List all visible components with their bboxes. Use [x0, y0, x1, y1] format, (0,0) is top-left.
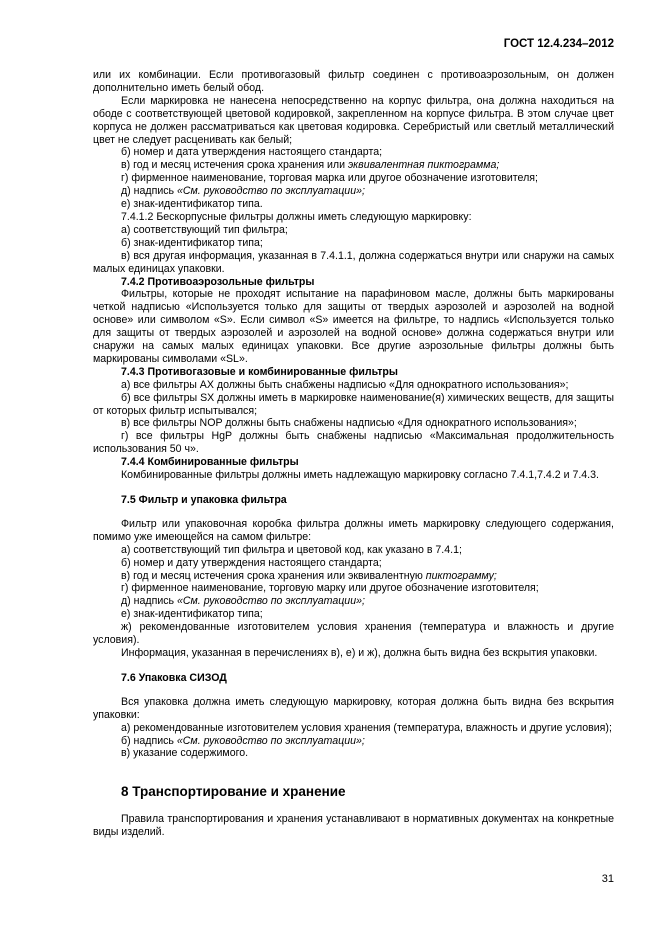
list-item-text: в) год и месяц истечения срока хранения или	[121, 159, 348, 172]
list-item	[93, 735, 614, 748]
paragraph: Если маркировка не нанесена непосредственно на корпус фильтра, она должна находиться на ободе с соответствующей цветовой кодировкой, закрепленном на корпусе фильтра. В этом случае цвет корпуса не должен рассматриваться как цветовая кодировка. Серебристый или светлый металлический цвет не следует расценивать как белый;	[93, 94, 614, 146]
list-item-text: в) год и месяц истечения срока хранения или эквивалентную	[121, 569, 426, 582]
paragraph: Комбинированные фильтры должны иметь надлежащую маркировку согласно 7.4.1,7.4.2 и 7.4.3.	[121, 469, 599, 482]
list-item-italic-text: «См. руководство по эксплуатации»;	[177, 595, 365, 608]
list-item-italic-text: «См. руководство по эксплуатации»;	[176, 734, 365, 747]
spacer	[93, 660, 614, 672]
list-item	[93, 595, 614, 608]
document-number: ГОСТ 12.4.234–2012	[503, 38, 614, 50]
paragraph: Вся упаковка должна иметь следующую маркировку, которая должна быть видна без вскрытия упаковки:	[93, 695, 614, 721]
document-body	[93, 69, 614, 839]
list-item: а) соответствующий тип фильтра;	[121, 223, 288, 236]
list-item-italic-text: «См. руководство по эксплуатации»;	[177, 185, 365, 198]
section-heading-7-4-2: 7.4.2 Противоаэрозольные фильтры	[121, 275, 315, 288]
spacer	[93, 800, 614, 813]
paragraph: Правила транспортирования и хранения устанавливают в нормативных документах на конкретные виды изделий.	[93, 813, 614, 839]
list-item: а) рекомендованные изготовителем условия хранения (температура, влажность и другие условия);	[121, 721, 612, 734]
list-item-text: д) надпись	[121, 185, 177, 198]
subclause-paragraph: 7.4.1.2 Бескорпусные фильтры должны иметь следующую маркировку:	[121, 210, 472, 223]
list-item: в) указание содержимого.	[121, 747, 249, 760]
spacer	[93, 760, 614, 784]
list-item	[93, 570, 614, 583]
list-item: б) номер и дату утверждения настоящего стандарта;	[121, 556, 382, 569]
chapter-heading-8: 8 Транспортирование и хранение	[121, 784, 346, 800]
list-item: а) все фильтры АХ должны быть снабжены надписью «Для однократного использования»;	[121, 378, 569, 391]
list-item: б) все фильтры SX должны иметь в маркировке наименование(я) химических веществ, для защиты от которых фильтр испытывался;	[93, 391, 614, 417]
section-heading-7-4-3: 7.4.3 Противогазовые и комбинированные фильтры	[121, 365, 398, 378]
list-item: в) вся другая информация, указанная в 7.4.1.1, должна содержаться внутри или снаружи на самых малых единицах упаковки.	[93, 249, 614, 275]
list-item	[93, 159, 614, 172]
list-item: а) соответствующий тип фильтра и цветовой код, как указано в 7.4.1;	[121, 543, 462, 556]
list-item-text: б) надпись	[121, 734, 177, 747]
paragraph: или их комбинации. Если противогазовый фильтр соединен с противоаэрозольным, он должен дополнительно иметь белый обод.	[93, 69, 614, 94]
list-item: б) номер и дата утверждения настоящего стандарта;	[121, 146, 383, 159]
list-item: г) фирменное наименование, торговая марка или другое обозначение изготовителя;	[121, 172, 538, 185]
paragraph: Информация, указанная в перечислениях в), е) и ж), должна быть видна без вскрытия упаковки.	[121, 646, 598, 659]
list-item: в) все фильтры NOP должны быть снабжены надписью «Для однократного использования»;	[121, 417, 577, 430]
paragraph: Фильтр или упаковочная коробка фильтра должны иметь маркировку следующего содержания, помимо уже имеющейся на самом фильтре:	[93, 517, 614, 543]
spacer	[93, 507, 614, 518]
paragraph: Фильтры, которые не проходят испытание на парафиновом масле, должны быть маркированы четкой надписью «Используется только для защиты от твердых аэрозолей и аэрозолей на водной основе» или символом «S». Если символ «S» имеется на фильтре, то надпись «Используется только для защиты от твердых аэрозолей и аэрозолей на водной основе» должна содержаться внутри или снаружи на самых малых единицах упаковки. Все другие аэрозольные фильтры должны быть маркированы символами «SL».	[93, 288, 614, 365]
spacer	[93, 482, 614, 494]
list-item-text: д) надпись	[121, 595, 177, 608]
section-heading-7-5: 7.5 Фильтр и упаковка фильтра	[121, 494, 287, 506]
list-item: г) все фильтры HgP должны быть снабжены надписью «Максимальная продолжительность использования 50 ч».	[93, 430, 614, 456]
list-item: ж) рекомендованные изготовителем условия хранения (температура и влажность и другие условия).	[93, 621, 614, 647]
list-item	[93, 185, 614, 198]
section-heading-7-6: 7.6 Упаковка СИЗОД	[121, 671, 227, 684]
list-item: е) знак-идентификатор типа.	[121, 198, 263, 211]
list-item-italic-text: эквивалентная пиктограмма;	[347, 159, 500, 172]
list-item: г) фирменное наименование, торговую марку или другое обозначение изготовителя;	[121, 582, 539, 595]
section-heading-7-4-4: 7.4.4 Комбинированные фильтры	[121, 456, 299, 469]
list-item: е) знак-идентификатор типа;	[121, 608, 263, 621]
spacer	[93, 685, 614, 696]
list-item-italic-text: пиктограмму;	[425, 569, 497, 582]
page-number: 31	[601, 873, 614, 885]
list-item: б) знак-идентификатор типа;	[121, 236, 263, 249]
